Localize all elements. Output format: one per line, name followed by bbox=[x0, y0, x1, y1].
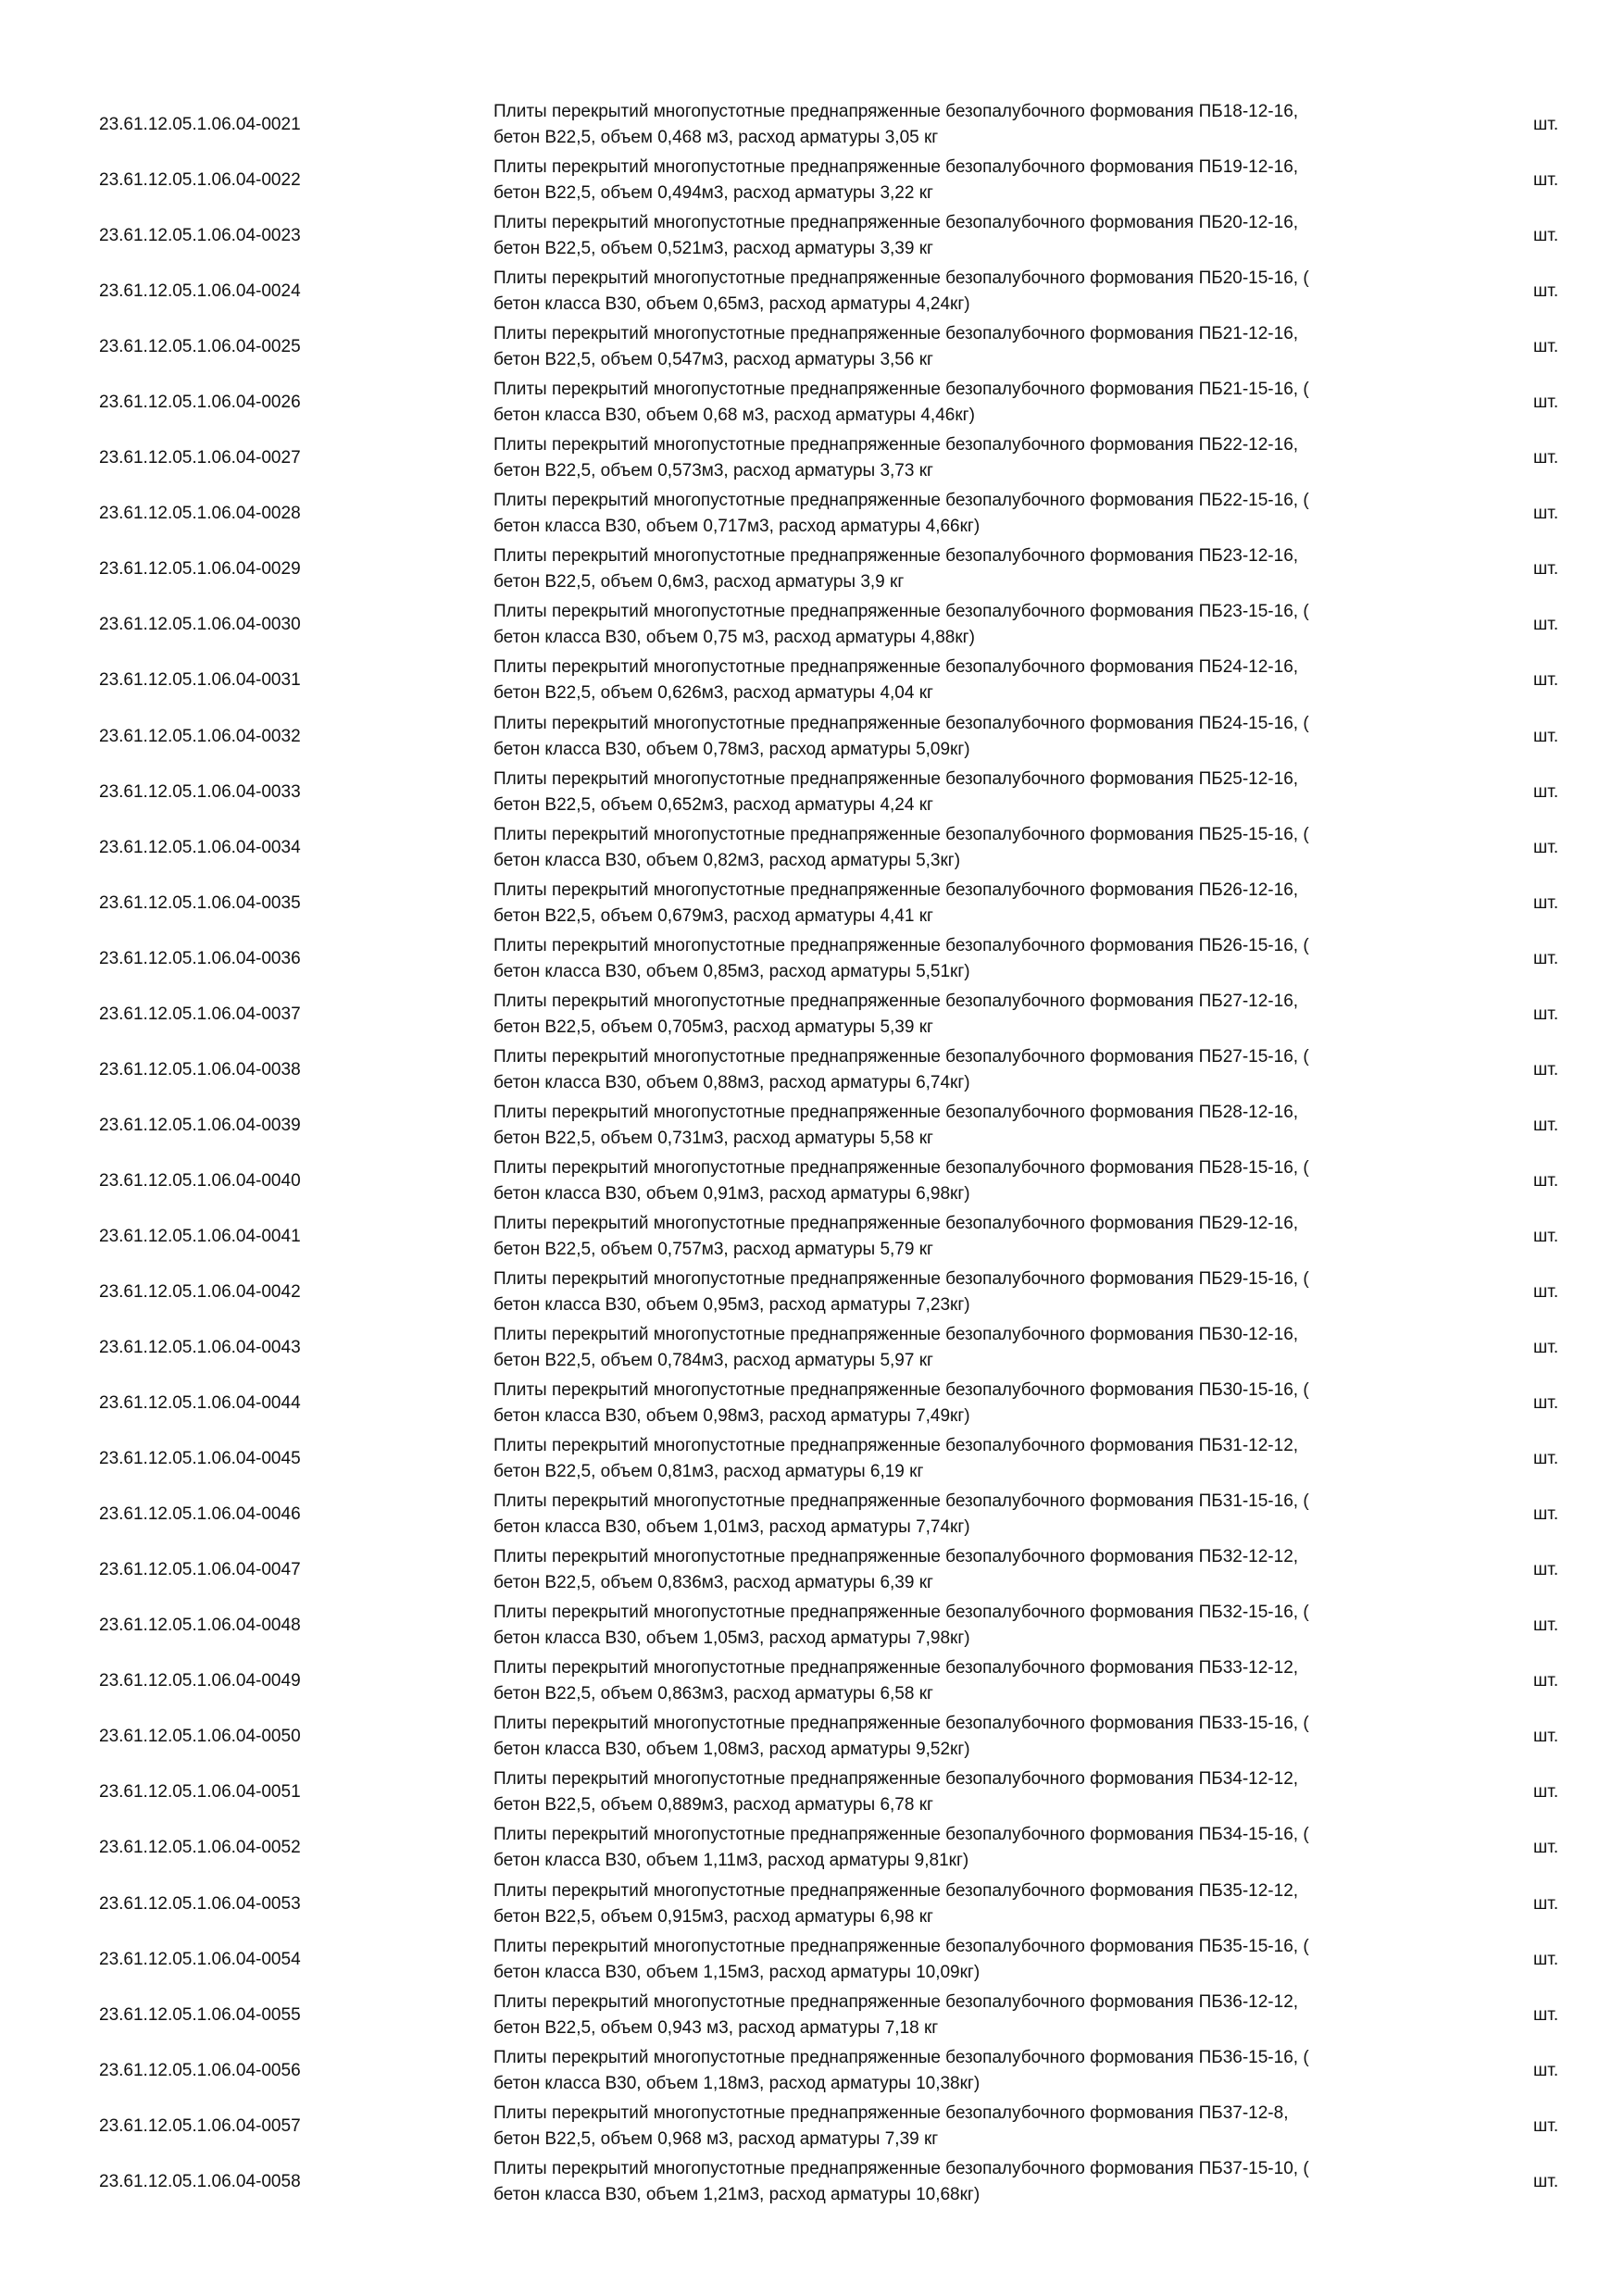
description-line-1: Плиты перекрытий многопустотные преднапряженные безопалубочного формования ПБ31-15-16, ( bbox=[493, 1491, 1309, 1512]
item-description bbox=[493, 1765, 1475, 1820]
item-unit: шт. bbox=[1533, 781, 1559, 802]
description-line-1: Плиты перекрытий многопустотные преднапряженные безопалубочного формования ПБ35-12-12, bbox=[493, 1880, 1299, 1901]
item-description bbox=[493, 987, 1475, 1042]
description-line-2: бетон класса В30, объем 0,88м3, расход арматуры 6,74кг) bbox=[493, 1072, 970, 1092]
item-description bbox=[493, 2099, 1475, 2154]
table-row bbox=[0, 1988, 1624, 2043]
description-line-2: бетон класса В30, объем 0,95м3, расход арматуры 7,23кг) bbox=[493, 1294, 970, 1315]
table-row bbox=[0, 430, 1624, 486]
description-line-2: бетон класса В30, объем 0,68 м3, расход арматуры 4,46кг) bbox=[493, 406, 975, 426]
table-row bbox=[0, 709, 1624, 765]
description-line-2: бетон В22,5, объем 0,915м3, расход арматуры 6,98 кг bbox=[493, 1906, 933, 1927]
table-row bbox=[0, 1265, 1624, 1320]
description-line-1: Плиты перекрытий многопустотные преднапряженные безопалубочного формования ПБ28-15-16, ( bbox=[493, 1157, 1309, 1178]
description-line-1: Плиты перекрытий многопустотные преднапряженные безопалубочного формования ПБ27-15-16, ( bbox=[493, 1046, 1309, 1067]
item-unit: шт. bbox=[1533, 1893, 1559, 1914]
item-unit: шт. bbox=[1533, 1004, 1559, 1024]
item-code: 23.61.12.05.1.06.04-0037 bbox=[99, 1004, 301, 1024]
description-line-2: бетон В22,5, объем 0,81м3, расход арматуры 6,19 кг bbox=[493, 1462, 924, 1482]
table-row bbox=[0, 1042, 1624, 1098]
item-description bbox=[493, 653, 1475, 708]
item-code: 23.61.12.05.1.06.04-0036 bbox=[99, 948, 301, 968]
description-line-2: бетон класса В30, объем 1,11м3, расход арматуры 9,81кг) bbox=[493, 1851, 969, 1871]
description-line-1: Плиты перекрытий многопустотные преднапряженные безопалубочного формования ПБ36-15-16, ( bbox=[493, 2047, 1309, 2067]
item-unit: шт. bbox=[1533, 1949, 1559, 1969]
item-code: 23.61.12.05.1.06.04-0031 bbox=[99, 670, 301, 691]
description-line-2: бетон класса В30, объем 0,717м3, расход арматуры 4,66кг) bbox=[493, 517, 981, 537]
item-unit: шт. bbox=[1533, 281, 1559, 302]
table-row bbox=[0, 820, 1624, 876]
table-row bbox=[0, 1709, 1624, 1765]
description-line-2: бетон В22,5, объем 0,784м3, расход арматуры 5,97 кг bbox=[493, 1351, 933, 1371]
table-row bbox=[0, 1376, 1624, 1431]
description-line-1: Плиты перекрытий многопустотные преднапряженные безопалубочного формования ПБ18-12-16, bbox=[493, 102, 1299, 121]
item-code: 23.61.12.05.1.06.04-0033 bbox=[99, 781, 301, 802]
description-line-2: бетон В22,5, объем 0,679м3, расход арматуры 4,41 кг bbox=[493, 905, 933, 926]
description-line-1: Плиты перекрытий многопустотные преднапряженные безопалубочного формования ПБ20-12-16, bbox=[493, 213, 1299, 233]
description-line-1: Плиты перекрытий многопустотные преднапряженные безопалубочного формования ПБ26-12-16, bbox=[493, 880, 1299, 900]
table-row bbox=[0, 1765, 1624, 1820]
description-line-2: бетон класса В30, объем 1,18м3, расход арматуры 10,38кг) bbox=[493, 2073, 981, 2093]
table-row bbox=[0, 319, 1624, 375]
item-unit: шт. bbox=[1533, 448, 1559, 468]
description-line-2: бетон В22,5, объем 0,863м3, расход арматуры 6,58 кг bbox=[493, 1684, 933, 1704]
item-description bbox=[493, 430, 1475, 486]
item-description bbox=[493, 1487, 1475, 1542]
item-description bbox=[493, 1820, 1475, 1876]
description-line-2: бетон В22,5, объем 0,889м3, расход арматуры 6,78 кг bbox=[493, 1795, 933, 1816]
item-unit: шт. bbox=[1533, 1449, 1559, 1469]
price-list-table bbox=[0, 97, 1624, 2210]
item-code: 23.61.12.05.1.06.04-0044 bbox=[99, 1393, 301, 1414]
table-row bbox=[0, 1209, 1624, 1265]
item-unit: шт. bbox=[1533, 337, 1559, 357]
item-description bbox=[493, 765, 1475, 820]
item-code: 23.61.12.05.1.06.04-0051 bbox=[99, 1782, 301, 1803]
item-unit: шт. bbox=[1533, 115, 1559, 134]
description-line-1: Плиты перекрытий многопустотные преднапряженные безопалубочного формования ПБ30-12-16, bbox=[493, 1325, 1299, 1345]
description-line-2: бетон В22,5, объем 0,836м3, расход арматуры 6,39 кг bbox=[493, 1573, 933, 1593]
description-line-1: Плиты перекрытий многопустотные преднапряженные безопалубочного формования ПБ33-12-12, bbox=[493, 1658, 1299, 1678]
description-line-2: бетон класса В30, объем 1,08м3, расход арматуры 9,52кг) bbox=[493, 1740, 970, 1760]
description-line-1: Плиты перекрытий многопустотные преднапряженные безопалубочного формования ПБ37-12-8, bbox=[493, 2103, 1289, 2123]
description-line-2: бетон В22,5, объем 0,943 м3, расход арматуры 7,18 кг bbox=[493, 2017, 939, 2038]
table-row bbox=[0, 486, 1624, 542]
item-unit: шт. bbox=[1533, 1504, 1559, 1525]
description-line-1: Плиты перекрытий многопустотные преднапряженные безопалубочного формования ПБ21-15-16, ( bbox=[493, 380, 1309, 400]
item-description bbox=[493, 1209, 1475, 1265]
item-code: 23.61.12.05.1.06.04-0024 bbox=[99, 281, 301, 302]
description-line-1: Плиты перекрытий многопустотные преднапряженные безопалубочного формования ПБ29-15-16, ( bbox=[493, 1268, 1309, 1289]
item-description bbox=[493, 542, 1475, 597]
item-code: 23.61.12.05.1.06.04-0056 bbox=[99, 2060, 301, 2080]
description-line-1: Плиты перекрытий многопустотные преднапряженные безопалубочного формования ПБ24-15-16, ( bbox=[493, 713, 1309, 733]
description-line-2: бетон класса В30, объем 0,65м3, расход арматуры 4,24кг) bbox=[493, 294, 970, 315]
item-unit: шт. bbox=[1533, 1560, 1559, 1580]
item-unit: шт. bbox=[1533, 2115, 1559, 2136]
item-description bbox=[493, 1653, 1475, 1709]
item-unit: шт. bbox=[1533, 504, 1559, 524]
item-code: 23.61.12.05.1.06.04-0026 bbox=[99, 393, 301, 413]
description-line-2: бетон В22,5, объем 0,573м3, расход арматуры 3,73 кг bbox=[493, 461, 933, 481]
description-line-1: Плиты перекрытий многопустотные преднапряженные безопалубочного формования ПБ21-12-16, bbox=[493, 324, 1299, 344]
description-line-2: бетон В22,5, объем 0,705м3, расход арматуры 5,39 кг bbox=[493, 1017, 933, 1037]
table-row bbox=[0, 765, 1624, 820]
table-row bbox=[0, 264, 1624, 319]
description-line-2: бетон класса В30, объем 1,01м3, расход арматуры 7,74кг) bbox=[493, 1517, 970, 1538]
description-line-1: Плиты перекрытий многопустотные преднапряженные безопалубочного формования ПБ29-12-16, bbox=[493, 1213, 1299, 1233]
table-row bbox=[0, 1932, 1624, 1988]
description-line-1: Плиты перекрытий многопустотные преднапряженные безопалубочного формования ПБ34-15-16, ( bbox=[493, 1825, 1309, 1845]
item-description bbox=[493, 208, 1475, 264]
table-row bbox=[0, 2154, 1624, 2210]
item-code: 23.61.12.05.1.06.04-0028 bbox=[99, 504, 301, 524]
table-row bbox=[0, 2099, 1624, 2154]
description-line-2: бетон В22,5, объем 0,547м3, расход арматуры 3,56 кг bbox=[493, 350, 933, 370]
item-code: 23.61.12.05.1.06.04-0046 bbox=[99, 1504, 301, 1525]
description-line-2: бетон класса В30, объем 0,75 м3, расход арматуры 4,88кг) bbox=[493, 628, 975, 648]
item-code: 23.61.12.05.1.06.04-0030 bbox=[99, 615, 301, 635]
table-row bbox=[0, 1877, 1624, 1932]
table-row bbox=[0, 1598, 1624, 1653]
table-row bbox=[0, 987, 1624, 1042]
item-unit: шт. bbox=[1533, 1281, 1559, 1302]
item-code: 23.61.12.05.1.06.04-0029 bbox=[99, 559, 301, 580]
table-row bbox=[0, 153, 1624, 208]
description-line-2: бетон В22,5, объем 0,652м3, расход арматуры 4,24 кг bbox=[493, 794, 933, 815]
item-description bbox=[493, 2154, 1475, 2210]
table-row bbox=[0, 597, 1624, 653]
description-line-2: бетон класса В30, объем 1,21м3, расход арматуры 10,68кг) bbox=[493, 2184, 981, 2204]
description-line-1: Плиты перекрытий многопустотные преднапряженные безопалубочного формования ПБ24-12-16, bbox=[493, 657, 1299, 678]
description-line-1: Плиты перекрытий многопустотные преднапряженные безопалубочного формования ПБ25-12-16, bbox=[493, 768, 1299, 789]
table-row bbox=[0, 653, 1624, 708]
item-unit: шт. bbox=[1533, 1671, 1559, 1691]
item-unit: шт. bbox=[1533, 1838, 1559, 1858]
description-line-2: бетон класса В30, объем 0,82м3, расход арматуры 5,3кг) bbox=[493, 850, 961, 870]
table-row bbox=[0, 931, 1624, 987]
description-line-2: бетон В22,5, объем 0,757м3, расход арматуры 5,79 кг bbox=[493, 1239, 933, 1259]
item-code: 23.61.12.05.1.06.04-0050 bbox=[99, 1727, 301, 1747]
item-code: 23.61.12.05.1.06.04-0057 bbox=[99, 2115, 301, 2136]
description-line-2: бетон В22,5, объем 0,468 м3, расход арматуры 3,05 кг bbox=[493, 128, 939, 147]
description-line-2: бетон класса В30, объем 0,78м3, расход арматуры 5,09кг) bbox=[493, 739, 970, 759]
item-code: 23.61.12.05.1.06.04-0053 bbox=[99, 1893, 301, 1914]
item-code: 23.61.12.05.1.06.04-0055 bbox=[99, 2004, 301, 2025]
table-row bbox=[0, 1320, 1624, 1376]
description-line-1: Плиты перекрытий многопустотные преднапряженные безопалубочного формования ПБ27-12-16, bbox=[493, 991, 1299, 1011]
item-description bbox=[493, 597, 1475, 653]
item-unit: шт. bbox=[1533, 1782, 1559, 1803]
item-code: 23.61.12.05.1.06.04-0035 bbox=[99, 892, 301, 913]
item-code: 23.61.12.05.1.06.04-0039 bbox=[99, 1115, 301, 1135]
description-line-2: бетон В22,5, объем 0,968 м3, расход арматуры 7,39 кг bbox=[493, 2128, 939, 2149]
item-description bbox=[493, 1542, 1475, 1598]
item-description bbox=[493, 1042, 1475, 1098]
description-line-1: Плиты перекрытий многопустотные преднапряженные безопалубочного формования ПБ32-15-16, ( bbox=[493, 1603, 1309, 1623]
description-line-1: Плиты перекрытий многопустотные преднапряженные безопалубочного формования ПБ32-12-12, bbox=[493, 1547, 1299, 1567]
description-line-1: Плиты перекрытий многопустотные преднапряженные безопалубочного формования ПБ31-12-12, bbox=[493, 1436, 1299, 1456]
item-unit: шт. bbox=[1533, 170, 1559, 191]
item-code: 23.61.12.05.1.06.04-0040 bbox=[99, 1170, 301, 1191]
table-row bbox=[0, 1653, 1624, 1709]
item-description bbox=[493, 876, 1475, 931]
item-code: 23.61.12.05.1.06.04-0032 bbox=[99, 726, 301, 746]
item-unit: шт. bbox=[1533, 2171, 1559, 2191]
table-row bbox=[0, 1154, 1624, 1209]
table-row bbox=[0, 375, 1624, 430]
item-description bbox=[493, 264, 1475, 319]
item-description bbox=[493, 1877, 1475, 1932]
item-code: 23.61.12.05.1.06.04-0052 bbox=[99, 1838, 301, 1858]
item-unit: шт. bbox=[1533, 670, 1559, 691]
table-row bbox=[0, 1820, 1624, 1876]
item-code: 23.61.12.05.1.06.04-0038 bbox=[99, 1059, 301, 1079]
description-line-2: бетон класса В30, объем 0,91м3, расход арматуры 6,98кг) bbox=[493, 1183, 970, 1204]
item-code: 23.61.12.05.1.06.04-0034 bbox=[99, 837, 301, 857]
description-line-1: Плиты перекрытий многопустотные преднапряженные безопалубочного формования ПБ35-15-16, ( bbox=[493, 1936, 1309, 1956]
item-description bbox=[493, 1598, 1475, 1653]
item-unit: шт. bbox=[1533, 1616, 1559, 1636]
description-line-1: Плиты перекрытий многопустотные преднапряженные безопалубочного формования ПБ25-15-16, ( bbox=[493, 824, 1309, 844]
item-unit: шт. bbox=[1533, 1338, 1559, 1358]
item-description bbox=[493, 375, 1475, 430]
table-row bbox=[0, 97, 1624, 153]
item-description bbox=[493, 486, 1475, 542]
description-line-2: бетон класса В30, объем 0,85м3, расход арматуры 5,51кг) bbox=[493, 961, 970, 981]
item-unit: шт. bbox=[1533, 2060, 1559, 2080]
description-line-1: Плиты перекрытий многопустотные преднапряженные безопалубочного формования ПБ19-12-16, bbox=[493, 157, 1299, 178]
item-code: 23.61.12.05.1.06.04-0047 bbox=[99, 1560, 301, 1580]
item-unit: шт. bbox=[1533, 559, 1559, 580]
table-row bbox=[0, 1487, 1624, 1542]
description-line-2: бетон В22,5, объем 0,521м3, расход арматуры 3,39 кг bbox=[493, 239, 933, 259]
item-code: 23.61.12.05.1.06.04-0025 bbox=[99, 337, 301, 357]
item-code: 23.61.12.05.1.06.04-0049 bbox=[99, 1671, 301, 1691]
item-code: 23.61.12.05.1.06.04-0058 bbox=[99, 2171, 301, 2191]
table-row bbox=[0, 2043, 1624, 2099]
description-line-1: Плиты перекрытий многопустотные преднапряженные безопалубочного формования ПБ22-15-16, ( bbox=[493, 491, 1309, 511]
description-line-2: бетон класса В30, объем 0,98м3, расход арматуры 7,49кг) bbox=[493, 1406, 970, 1427]
item-description bbox=[493, 931, 1475, 987]
item-code: 23.61.12.05.1.06.04-0027 bbox=[99, 448, 301, 468]
item-unit: шт. bbox=[1533, 1115, 1559, 1135]
item-unit: шт. bbox=[1533, 226, 1559, 246]
description-line-1: Плиты перекрытий многопустотные преднапряженные безопалубочного формования ПБ23-12-16, bbox=[493, 546, 1299, 567]
item-unit: шт. bbox=[1533, 1727, 1559, 1747]
item-unit: шт. bbox=[1533, 2004, 1559, 2025]
item-description bbox=[493, 1098, 1475, 1154]
description-line-2: бетон класса В30, объем 1,15м3, расход арматуры 10,09кг) bbox=[493, 1962, 981, 1982]
item-description bbox=[493, 1376, 1475, 1431]
description-line-1: Плиты перекрытий многопустотные преднапряженные безопалубочного формования ПБ37-15-10, ( bbox=[493, 2158, 1309, 2178]
item-description bbox=[493, 1988, 1475, 2043]
item-code: 23.61.12.05.1.06.04-0042 bbox=[99, 1281, 301, 1302]
item-code: 23.61.12.05.1.06.04-0041 bbox=[99, 1226, 301, 1246]
item-unit: шт. bbox=[1533, 1059, 1559, 1079]
item-unit: шт. bbox=[1533, 837, 1559, 857]
table-row bbox=[0, 1098, 1624, 1154]
item-description bbox=[493, 2043, 1475, 2099]
item-description bbox=[493, 820, 1475, 876]
description-line-1: Плиты перекрытий многопустотные преднапряженные безопалубочного формования ПБ26-15-16, ( bbox=[493, 935, 1309, 955]
description-line-1: Плиты перекрытий многопустотные преднапряженные безопалубочного формования ПБ33-15-16, ( bbox=[493, 1714, 1309, 1734]
item-description bbox=[493, 1265, 1475, 1320]
item-code: 23.61.12.05.1.06.04-0021 bbox=[99, 115, 301, 134]
description-line-1: Плиты перекрытий многопустотные преднапряженные безопалубочного формования ПБ30-15-16, ( bbox=[493, 1380, 1309, 1401]
item-code: 23.61.12.05.1.06.04-0048 bbox=[99, 1616, 301, 1636]
table-row bbox=[0, 876, 1624, 931]
description-line-1: Плиты перекрытий многопустотные преднапряженные безопалубочного формования ПБ28-12-16, bbox=[493, 1102, 1299, 1122]
table-row bbox=[0, 208, 1624, 264]
item-description bbox=[493, 1431, 1475, 1487]
table-row bbox=[0, 1542, 1624, 1598]
description-line-2: бетон класса В30, объем 1,05м3, расход арматуры 7,98кг) bbox=[493, 1628, 970, 1649]
item-description bbox=[493, 1154, 1475, 1209]
item-description bbox=[493, 97, 1475, 153]
item-unit: шт. bbox=[1533, 948, 1559, 968]
item-code: 23.61.12.05.1.06.04-0023 bbox=[99, 226, 301, 246]
item-unit: шт. bbox=[1533, 726, 1559, 746]
table-row bbox=[0, 1431, 1624, 1487]
description-line-1: Плиты перекрытий многопустотные преднапряженные безопалубочного формования ПБ22-12-16, bbox=[493, 435, 1299, 455]
description-line-2: бетон В22,5, объем 0,6м3, расход арматуры 3,9 кг bbox=[493, 572, 905, 593]
description-line-1: Плиты перекрытий многопустотные преднапряженные безопалубочного формования ПБ20-15-16, ( bbox=[493, 268, 1309, 289]
item-unit: шт. bbox=[1533, 1393, 1559, 1414]
item-code: 23.61.12.05.1.06.04-0043 bbox=[99, 1338, 301, 1358]
description-line-2: бетон В22,5, объем 0,731м3, расход арматуры 5,58 кг bbox=[493, 1128, 933, 1148]
item-unit: шт. bbox=[1533, 615, 1559, 635]
description-line-1: Плиты перекрытий многопустотные преднапряженные безопалубочного формования ПБ34-12-12, bbox=[493, 1769, 1299, 1790]
item-unit: шт. bbox=[1533, 393, 1559, 413]
item-description bbox=[493, 1932, 1475, 1988]
item-unit: шт. bbox=[1533, 1226, 1559, 1246]
description-line-1: Плиты перекрытий многопустотные преднапряженные безопалубочного формования ПБ23-15-16, ( bbox=[493, 602, 1309, 622]
description-line-1: Плиты перекрытий многопустотные преднапряженные безопалубочного формования ПБ36-12-12, bbox=[493, 1991, 1299, 2012]
item-unit: шт. bbox=[1533, 1170, 1559, 1191]
item-code: 23.61.12.05.1.06.04-0022 bbox=[99, 170, 301, 191]
item-description bbox=[493, 709, 1475, 765]
item-description bbox=[493, 153, 1475, 208]
description-line-2: бетон В22,5, объем 0,494м3, расход арматуры 3,22 кг bbox=[493, 183, 933, 204]
item-description bbox=[493, 1320, 1475, 1376]
item-description bbox=[493, 1709, 1475, 1765]
item-description bbox=[493, 319, 1475, 375]
item-code: 23.61.12.05.1.06.04-0054 bbox=[99, 1949, 301, 1969]
item-unit: шт. bbox=[1533, 892, 1559, 913]
description-line-2: бетон В22,5, объем 0,626м3, расход арматуры 4,04 кг bbox=[493, 683, 933, 704]
table-row bbox=[0, 542, 1624, 597]
item-code: 23.61.12.05.1.06.04-0045 bbox=[99, 1449, 301, 1469]
